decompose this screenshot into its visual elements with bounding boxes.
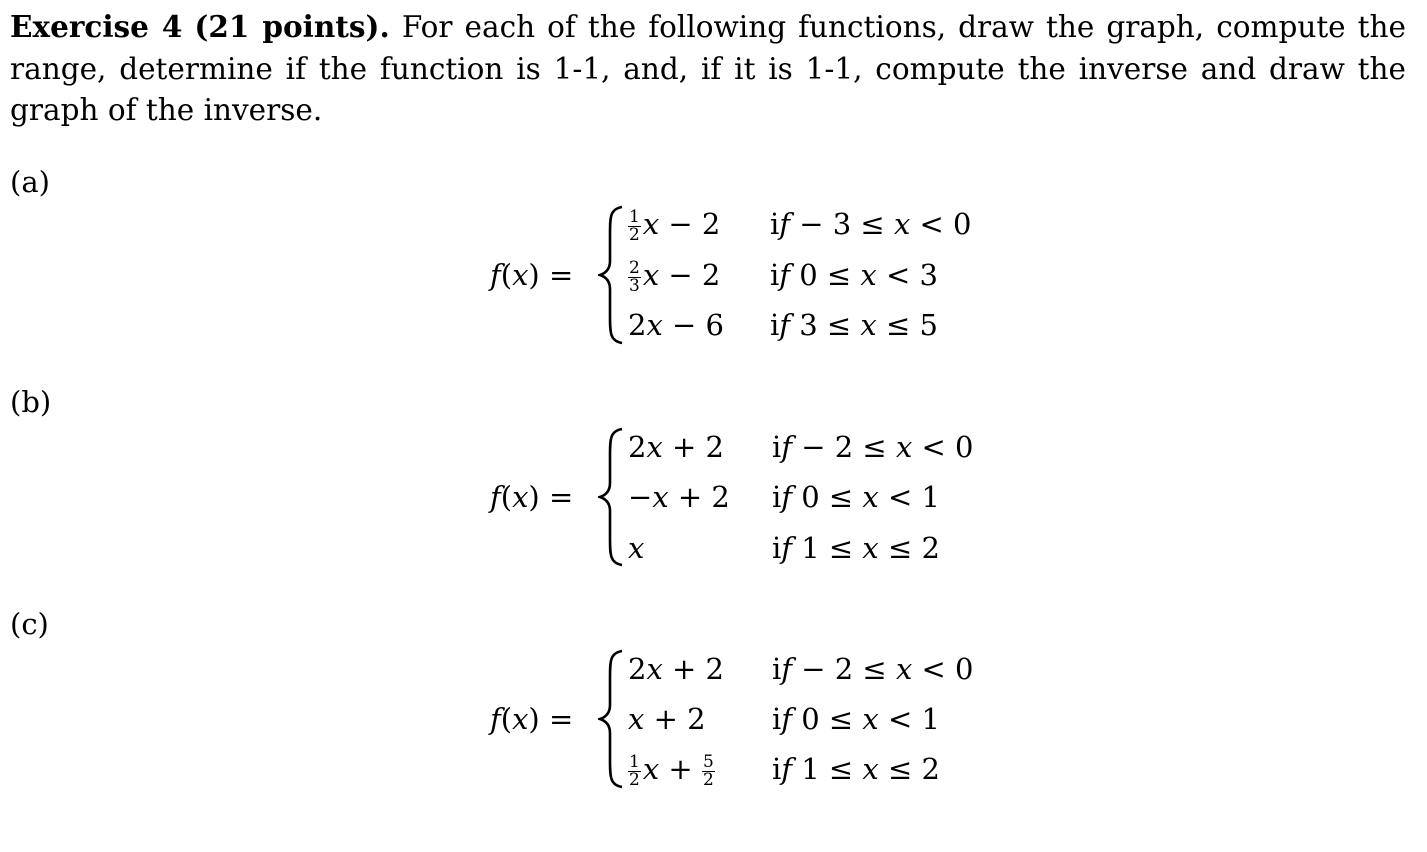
part-a-label: (a) (10, 165, 50, 199)
exercise-statement (10, 6, 1406, 132)
part-a-case-2-fraction: $\frac{2}{3}$ (629, 257, 640, 296)
part-b-case-3-condition: if 1 ≤ x ≤ 2 (772, 531, 940, 565)
part-a-case-1-condition: if − 3 ≤ x < 0 (770, 207, 972, 241)
part-a-case-2-expr: $\frac{2}{3}$ x − 2 (629, 257, 721, 296)
part-c-case-2-expr: x + 2 (628, 702, 706, 736)
part-a-case-2-condition: if 0 ≤ x < 3 (770, 258, 938, 292)
part-b-case-3-expr: x (628, 531, 645, 565)
exercise-text: For each of the following functions, draw the graph, compute the range, determine if the function is 1-1, and, if it is 1-1, compute the inverse and draw the graph of the inverse. (10, 10, 1406, 127)
part-b-case-2-condition: if 0 ≤ x < 1 (772, 480, 940, 514)
part-c-case-3-expr: $\frac{1}{2}$ x + $\frac{5}{2}$ (629, 751, 714, 790)
exercise-points: (21 points). (194, 9, 390, 44)
part-b-case-2-expr: −x + 2 (628, 480, 730, 514)
part-c-case-2-condition: if 0 ≤ x < 1 (772, 702, 940, 736)
part-b-case-1-expr: 2x + 2 (628, 430, 724, 464)
part-b-lhs: f(x) = (490, 480, 574, 514)
part-c-case-3-tail-fraction: $\frac{5}{2}$ (702, 751, 714, 790)
part-c-case-3-condition: if 1 ≤ x ≤ 2 (772, 752, 940, 786)
part-b-left-brace (598, 427, 624, 567)
part-a-case-3-expr: 2x − 6 (628, 308, 724, 342)
part-a-lhs: f(x) = (490, 258, 574, 292)
part-b-case-1-condition: if − 2 ≤ x < 0 (772, 430, 974, 464)
exercise-heading: Exercise 4 (10, 9, 183, 44)
part-c-left-brace (598, 649, 624, 789)
part-c-case-3-fraction: $\frac{1}{2}$ (629, 751, 640, 790)
part-c-case-1-condition: if − 2 ≤ x < 0 (772, 652, 974, 686)
part-a-case-1-expr: $\frac{1}{2}$ x − 2 (629, 206, 721, 245)
part-c-case-1-expr: 2x + 2 (628, 652, 724, 686)
part-b-label: (b) (10, 385, 52, 419)
part-c-lhs: f(x) = (490, 702, 574, 736)
part-c-label: (c) (10, 607, 49, 641)
part-a-case-1-fraction: $\frac{1}{2}$ (629, 206, 640, 245)
part-a-left-brace (598, 205, 624, 345)
part-a-case-3-condition: if 3 ≤ x ≤ 5 (770, 308, 938, 342)
